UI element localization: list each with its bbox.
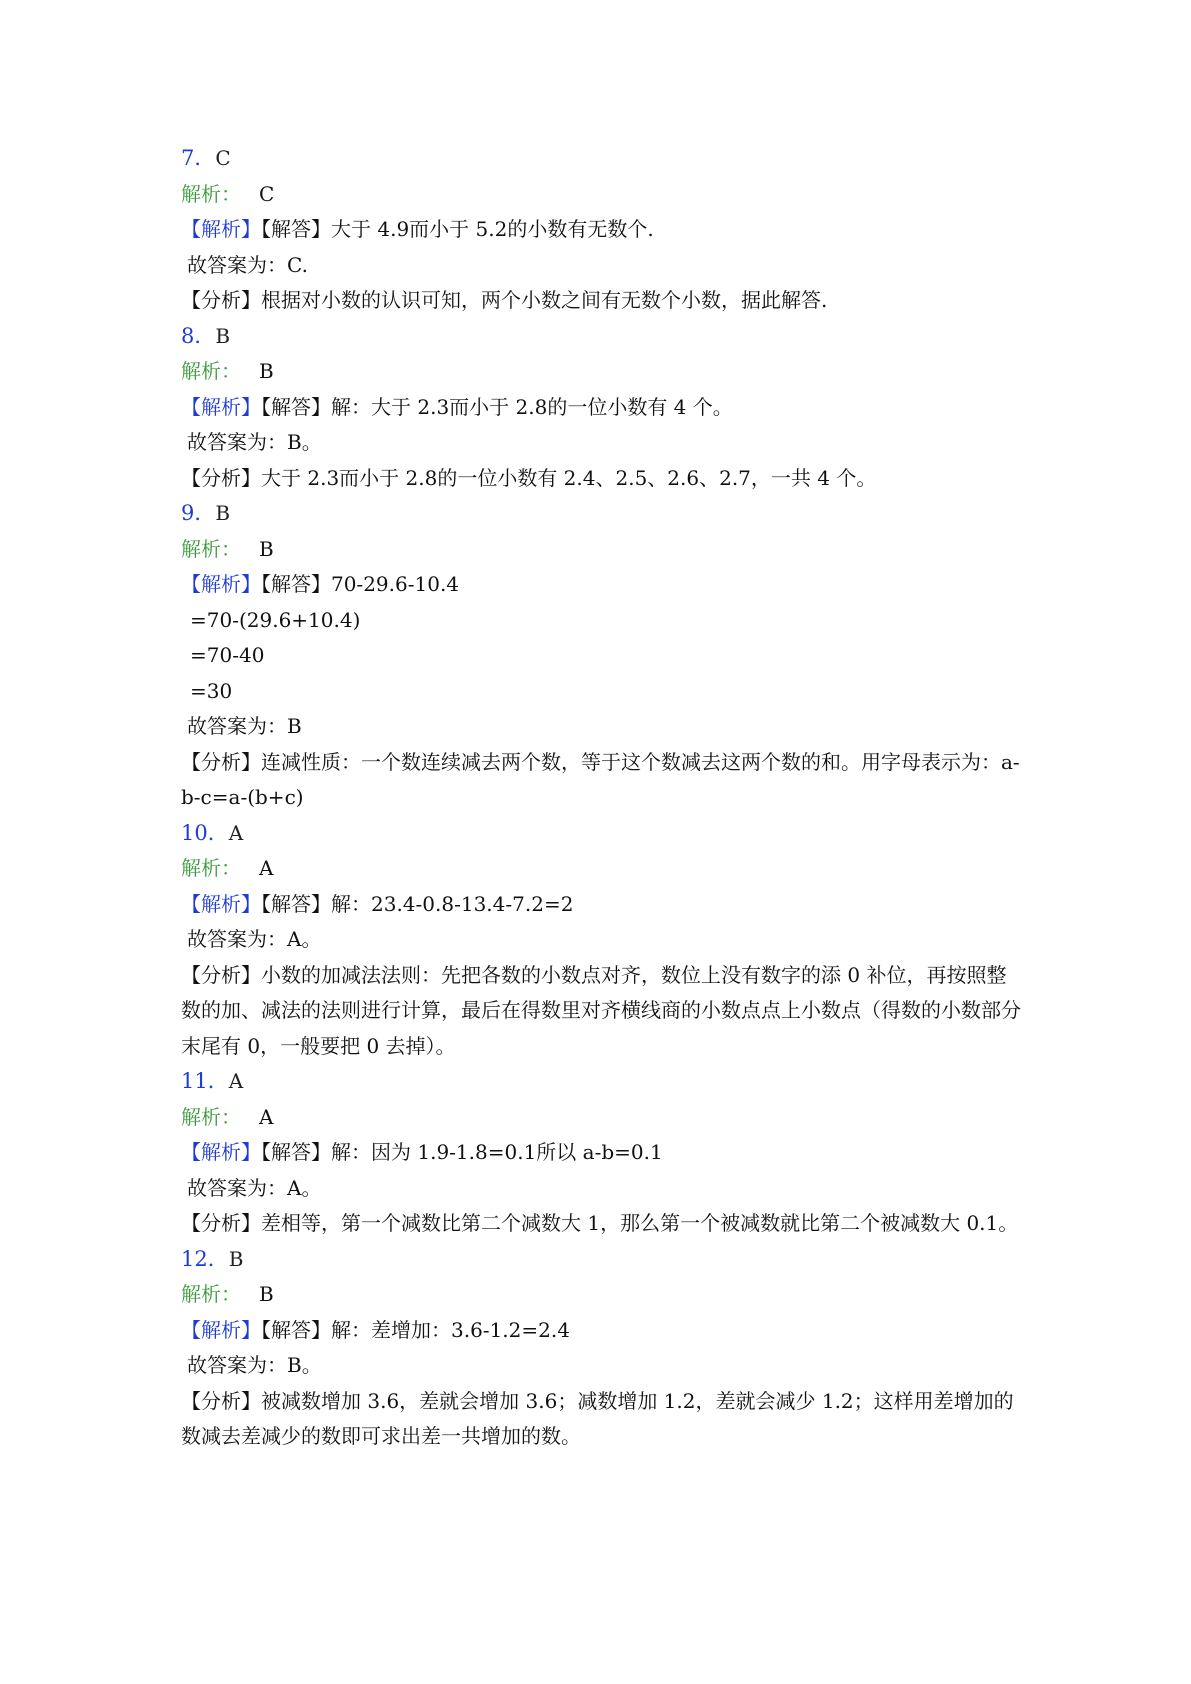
jiexi-value: C bbox=[259, 181, 275, 206]
solution-text: 70-29.6-10.4 bbox=[331, 572, 460, 596]
solution-text: 解：因为 1.9-1.8=0.1所以 a-b=0.1 bbox=[331, 1140, 663, 1164]
calc-step: =30 bbox=[190, 678, 233, 703]
solution-line bbox=[181, 567, 1021, 603]
jiexi-label: 解析： bbox=[181, 1282, 241, 1306]
solution-text: 解：差增加：3.6-1.2=2.4 bbox=[331, 1317, 570, 1342]
solution-line bbox=[181, 887, 1021, 923]
jiexi-label: 解析： bbox=[181, 856, 241, 880]
jiexi-label: 解析： bbox=[181, 359, 241, 383]
answer-line: 故答案为：A。 bbox=[187, 927, 322, 951]
jiexi-value: A bbox=[259, 1104, 274, 1129]
analysis-line bbox=[181, 745, 1021, 816]
jiexi-tag: 【解析】 bbox=[181, 394, 261, 419]
jiexi-value: B bbox=[259, 536, 274, 561]
jiexi-tag: 【解析】 bbox=[181, 1317, 261, 1342]
question-answer: A bbox=[228, 820, 244, 845]
answer-line: 故答案为：B。 bbox=[187, 430, 322, 454]
answer-line: 故答案为：B bbox=[187, 714, 302, 738]
question-8 bbox=[181, 319, 1021, 497]
question-header bbox=[181, 1242, 1021, 1278]
answer-content bbox=[181, 141, 1021, 1455]
solution-text: 解：23.4-0.8-13.4-7.2=2 bbox=[331, 891, 574, 916]
analysis-text: 大于 2.3而小于 2.8的一位小数有 2.4、2.5、2.6、2.7，一共 4 个。 bbox=[261, 465, 877, 490]
analysis-tag: 【分析】 bbox=[181, 749, 261, 774]
question-answer: B bbox=[215, 323, 231, 348]
question-number: 7． bbox=[181, 146, 216, 170]
jieda-tag: 【解答】 bbox=[261, 572, 331, 596]
solution-line bbox=[181, 212, 1021, 248]
calc-step: =70-40 bbox=[190, 643, 265, 667]
jiexi-label: 解析： bbox=[181, 181, 241, 206]
jieda-tag: 【解答】 bbox=[261, 394, 331, 419]
question-number: 10． bbox=[181, 820, 229, 845]
question-9 bbox=[181, 496, 1021, 816]
analysis-tag: 【分析】 bbox=[181, 288, 261, 312]
question-answer: B bbox=[215, 501, 231, 525]
analysis-tag: 【分析】 bbox=[181, 1388, 261, 1413]
jieda-tag: 【解答】 bbox=[261, 891, 331, 916]
jiexi-line bbox=[181, 354, 1021, 390]
question-header bbox=[181, 141, 1021, 177]
question-header bbox=[181, 816, 1021, 852]
analysis-text: 连减性质：一个数连续减去两个数，等于这个数减去这两个数的和。用字母表示为：a-b-c=a-(b+c) bbox=[181, 749, 1020, 809]
answer-line: 故答案为：A。 bbox=[187, 1175, 322, 1200]
analysis-tag: 【分析】 bbox=[181, 962, 261, 987]
analysis-text: 被减数增加 3.6，差就会增加 3.6；减数增加 1.2，差就会减少 1.2；这样用差增加的数减去差减少的数即可求出差一共增加的数。 bbox=[181, 1388, 1014, 1448]
analysis-line bbox=[181, 283, 1021, 319]
analysis-line bbox=[181, 1384, 1021, 1455]
question-answer: C bbox=[215, 146, 231, 170]
question-11 bbox=[181, 1064, 1021, 1242]
jiexi-value: B bbox=[259, 359, 274, 383]
question-number: 11． bbox=[181, 1069, 229, 1093]
jieda-tag: 【解答】 bbox=[261, 217, 331, 241]
jiexi-tag: 【解析】 bbox=[181, 1140, 261, 1164]
analysis-text: 差相等，第一个减数比第二个减数大 1，那么第一个被减数就比第二个被减数大 0.1。 bbox=[261, 1211, 1019, 1235]
question-10 bbox=[181, 816, 1021, 1065]
solution-line bbox=[181, 1135, 1021, 1171]
solution-line bbox=[181, 390, 1021, 426]
question-answer: B bbox=[228, 1246, 244, 1271]
solution-text: 大于 4.9而小于 5.2的小数有无数个. bbox=[331, 217, 654, 241]
analysis-line bbox=[181, 461, 1021, 497]
jiexi-label: 解析： bbox=[181, 1104, 241, 1129]
jiexi-line bbox=[181, 1277, 1021, 1313]
answer-line: 故答案为：B。 bbox=[187, 1353, 322, 1377]
jiexi-line bbox=[181, 1100, 1021, 1136]
analysis-text: 根据对小数的认识可知，两个小数之间有无数个小数，据此解答. bbox=[261, 288, 828, 312]
jiexi-tag: 【解析】 bbox=[181, 217, 261, 241]
jiexi-line bbox=[181, 177, 1021, 213]
solution-line bbox=[181, 1313, 1021, 1349]
jiexi-line bbox=[181, 532, 1021, 568]
jieda-tag: 【解答】 bbox=[261, 1317, 331, 1342]
calc-step: =70-(29.6+10.4) bbox=[190, 607, 361, 632]
jiexi-value: A bbox=[259, 856, 274, 880]
analysis-tag: 【分析】 bbox=[181, 465, 261, 490]
question-number: 12． bbox=[181, 1246, 229, 1271]
question-header bbox=[181, 1064, 1021, 1100]
jieda-tag: 【解答】 bbox=[261, 1140, 331, 1164]
answer-line: 故答案为：C. bbox=[187, 252, 308, 277]
solution-text: 解：大于 2.3而小于 2.8的一位小数有 4 个。 bbox=[331, 394, 733, 419]
analysis-line bbox=[181, 1206, 1021, 1242]
question-number: 8． bbox=[181, 323, 216, 348]
jiexi-tag: 【解析】 bbox=[181, 572, 261, 596]
analysis-tag: 【分析】 bbox=[181, 1211, 261, 1235]
question-answer: A bbox=[228, 1069, 244, 1093]
question-12 bbox=[181, 1242, 1021, 1455]
jiexi-value: B bbox=[259, 1282, 274, 1306]
jiexi-label: 解析： bbox=[181, 536, 241, 561]
analysis-text: 小数的加减法法则：先把各数的小数点对齐，数位上没有数字的添 0 补位，再按照整数的加、减法的法则进行计算，最后在得数里对齐横线商的小数点点上小数点（得数的小数部分末尾有 0，一般要把 0 去掉）。 bbox=[181, 962, 1021, 1058]
jiexi-tag: 【解析】 bbox=[181, 891, 261, 916]
question-number: 9． bbox=[181, 501, 216, 525]
analysis-line bbox=[181, 958, 1021, 1065]
question-7 bbox=[181, 141, 1021, 319]
question-header bbox=[181, 496, 1021, 532]
jiexi-line bbox=[181, 851, 1021, 887]
question-header bbox=[181, 319, 1021, 355]
